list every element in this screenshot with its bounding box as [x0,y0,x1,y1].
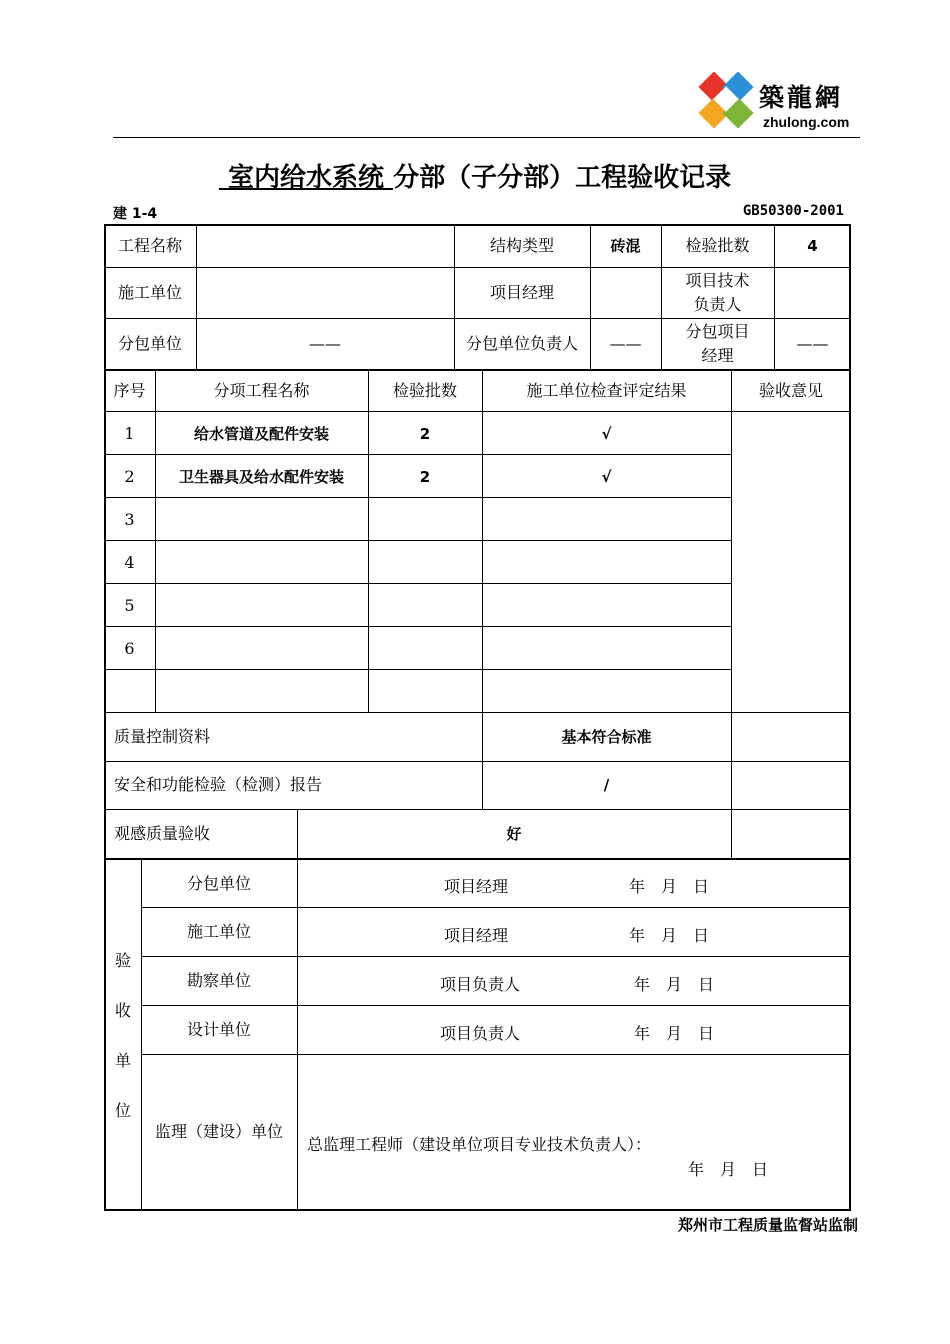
form-code: 建 1-4 [113,206,158,222]
signoff-unit-construction: 施工单位 [186,922,251,941]
construction-unit-value [196,267,454,318]
subcontractor-value: —— [309,333,341,353]
row-number: 3 [124,509,135,529]
inspection-lots-label: 检验批数 [685,235,750,255]
row-number: 6 [124,638,135,658]
row-item-name: 卫生器具及给水配件安装 [178,467,344,486]
row-item-name [155,584,368,627]
column-header-lots: 检验批数 [392,380,457,400]
row-item-name: 给水管道及配件安装 [193,424,329,443]
subcontractor-label: 分包单位 [117,333,182,353]
vertical-char: 位 [114,1101,131,1120]
signoff-date: 年 月 日 [634,1024,715,1043]
standard-code: GB50300-2001 [742,203,844,219]
column-header-check-result: 施工单位检查评定结果 [526,380,687,400]
subcontractor-lead-value: —— [609,333,642,353]
row-check-result [482,541,731,584]
logo-chinese-text: 築龍網 [759,83,844,112]
row-lots [368,584,482,627]
row-item-name [155,627,368,670]
column-header-number: 序号 [113,380,146,400]
acceptance-record-table [104,224,851,1210]
structure-type-value: 砖混 [610,236,641,255]
signoff-unit-design: 设计单位 [186,1020,251,1039]
column-header-opinion: 验收意见 [758,380,823,400]
signoff-role: 项目负责人 [440,975,521,994]
project-name-value [196,224,454,267]
zhulong-logo-icon [693,72,757,134]
tech-lead-label: 项目技术负责人 [685,270,750,314]
structure-type-label: 结构类型 [489,235,554,255]
row-lots [368,498,482,541]
header-rule [113,137,860,138]
logo-english-text: zhulong.com [763,114,850,130]
signoff-date: 年 月 日 [629,926,710,945]
vertical-char: 验 [114,951,131,970]
project-manager-value [590,267,661,318]
quality-docs-label: 质量控制资料 [114,727,211,746]
quality-docs-value: 基本符合标准 [561,728,652,746]
row-check-result: √ [601,467,612,486]
row-lots [368,627,482,670]
signoff-role: 项目经理 [444,877,509,896]
sub-project-manager-label: 分包项目经理 [685,321,750,365]
supervisor-date: 年 月 日 [688,1160,769,1179]
row-number [104,670,155,713]
row-number: 5 [124,595,135,615]
footer-supervision-station: 郑州市工程质量监督站监制 [677,1216,858,1234]
subcontractor-lead-label: 分包单位负责人 [465,333,578,353]
row-number: 2 [124,466,135,486]
row-check-result: √ [601,424,612,443]
safety-report-value: / [603,776,610,794]
row-item-name [155,670,368,713]
signoff-role: 项目负责人 [440,1024,521,1043]
row-check-result [482,584,731,627]
row-check-result [482,498,731,541]
row-lots [368,670,482,713]
row-number: 1 [124,423,135,443]
inspection-lots-value: 4 [807,236,818,255]
row-item-name [155,541,368,584]
supervisor-role: 总监理工程师（建设单位项目专业技术负责人）： [307,1135,652,1154]
signoff-unit-survey: 勘察单位 [186,971,251,990]
row-item-name [155,498,368,541]
construction-unit-label: 施工单位 [117,282,182,302]
column-header-item-name: 分项工程名称 [213,380,310,400]
appearance-label: 观感质量验收 [114,823,211,843]
signoff-unit-subcontractor: 分包单位 [186,873,251,893]
title-system-name: 室内给水系统 [227,163,384,193]
row-number: 4 [124,552,135,572]
project-manager-label: 项目经理 [489,282,554,302]
title-suffix: 分部（子分部）工程验收记录 [393,163,732,193]
project-name-label: 工程名称 [117,235,182,255]
sub-project-manager-value: —— [796,333,829,353]
tech-lead-value [774,267,851,318]
appearance-value: 好 [506,824,522,843]
vertical-char: 收 [114,1001,131,1020]
row-check-result [482,627,731,670]
safety-report-label: 安全和功能检验（检测）报告 [114,775,323,794]
row-lots: 2 [419,424,431,443]
signoff-date: 年 月 日 [629,877,710,896]
row-lots [368,541,482,584]
row-check-result [482,670,731,713]
row-lots: 2 [419,467,431,486]
page-title [0,157,950,194]
signoff-date: 年 月 日 [634,975,715,994]
signoff-unit-supervisor: 监理（建设）单位 [154,1122,283,1141]
signoff-role: 项目经理 [444,926,509,945]
vertical-char: 单 [114,1051,131,1070]
zhulong-logo [693,72,863,134]
